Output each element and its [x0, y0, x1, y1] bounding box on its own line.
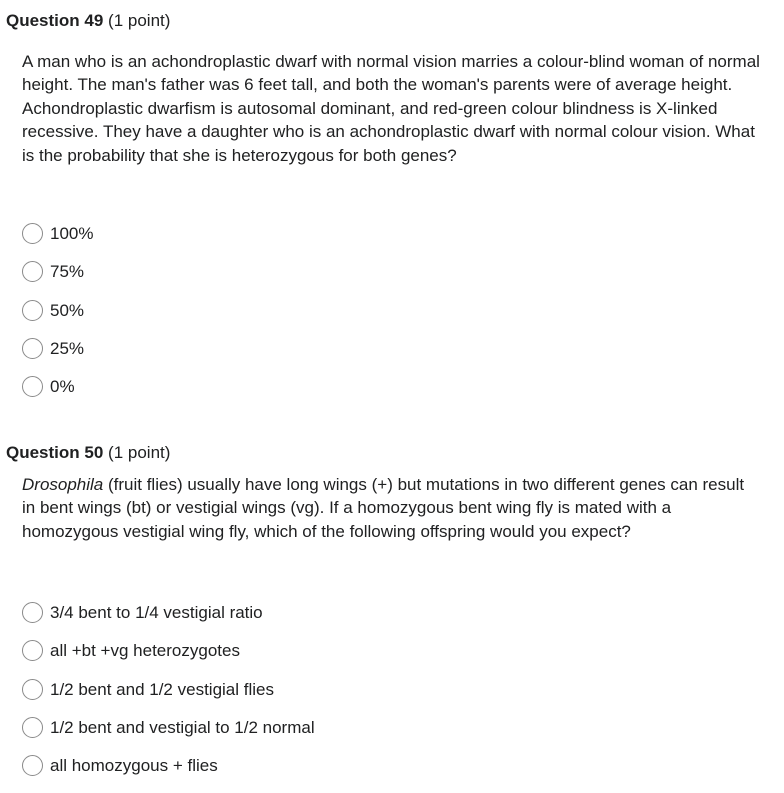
- answer-option-label: 3/4 bent to 1/4 vestigial ratio: [50, 603, 263, 622]
- question-title: Question 50: [6, 443, 104, 462]
- answer-option[interactable]: [22, 679, 315, 717]
- answer-options: [22, 223, 93, 414]
- question-points: (1 point): [108, 11, 171, 30]
- answer-option-label: 1/2 bent and 1/2 vestigial flies: [50, 679, 274, 699]
- answer-option[interactable]: [22, 376, 93, 414]
- question-points: (1 point): [108, 443, 171, 462]
- question-text: [22, 473, 762, 543]
- answer-option[interactable]: [22, 261, 93, 299]
- answer-option-label: 1/2 bent and vestigial to 1/2 normal: [50, 717, 315, 737]
- radio-button[interactable]: [22, 755, 43, 776]
- answer-option[interactable]: [22, 717, 315, 755]
- answer-option-label: all homozygous + flies: [50, 756, 218, 776]
- answer-options: [22, 602, 315, 793]
- radio-button[interactable]: [22, 717, 43, 738]
- species-name: Drosophila: [22, 475, 104, 494]
- answer-option[interactable]: [22, 223, 93, 261]
- answer-option-label: 25%: [50, 338, 85, 358]
- question-title: Question 49: [6, 11, 104, 30]
- radio-button[interactable]: [22, 261, 43, 282]
- answer-option-label: all +bt +vg heterozygotes: [50, 641, 240, 661]
- answer-option-label: 100%: [50, 224, 94, 243]
- answer-option[interactable]: [22, 640, 315, 678]
- question-header: [6, 442, 170, 464]
- answer-option-label: 50%: [50, 300, 85, 320]
- radio-button[interactable]: [22, 679, 43, 700]
- answer-option[interactable]: [22, 602, 315, 640]
- question-text: A man who is an achondroplastic dwarf with normal vision marries a colour-blind woman of normal height. The man's father was 6 feet tall, and both the woman's parents were of average height. Achondroplastic dwarfism is autosomal dominant, and red-green colour blindness is X-linked recessive. They have a daughter who is an achondroplastic dwarf with normal colour vision. What is the probability that she is heterozygous for both genes?: [22, 52, 760, 165]
- answer-option-label: 0%: [50, 377, 75, 397]
- question-header: [6, 10, 170, 32]
- radio-button[interactable]: [22, 338, 43, 359]
- question-text-body: (fruit flies) usually have long wings (+) but mutations in two different genes can result in bent wings (bt) or vestigial wings (vg). If a homozygous bent wing fly is mated with a homozygous vestigial wing fly, which of the following offspring would you expect?: [22, 475, 745, 541]
- answer-option[interactable]: [22, 338, 93, 376]
- answer-option-label: 75%: [50, 262, 85, 282]
- radio-button[interactable]: [22, 376, 43, 397]
- answer-option[interactable]: [22, 755, 315, 793]
- radio-button[interactable]: [22, 300, 43, 321]
- radio-button[interactable]: [22, 223, 43, 244]
- radio-button[interactable]: [22, 640, 43, 661]
- radio-button[interactable]: [22, 602, 43, 623]
- answer-option[interactable]: [22, 300, 93, 338]
